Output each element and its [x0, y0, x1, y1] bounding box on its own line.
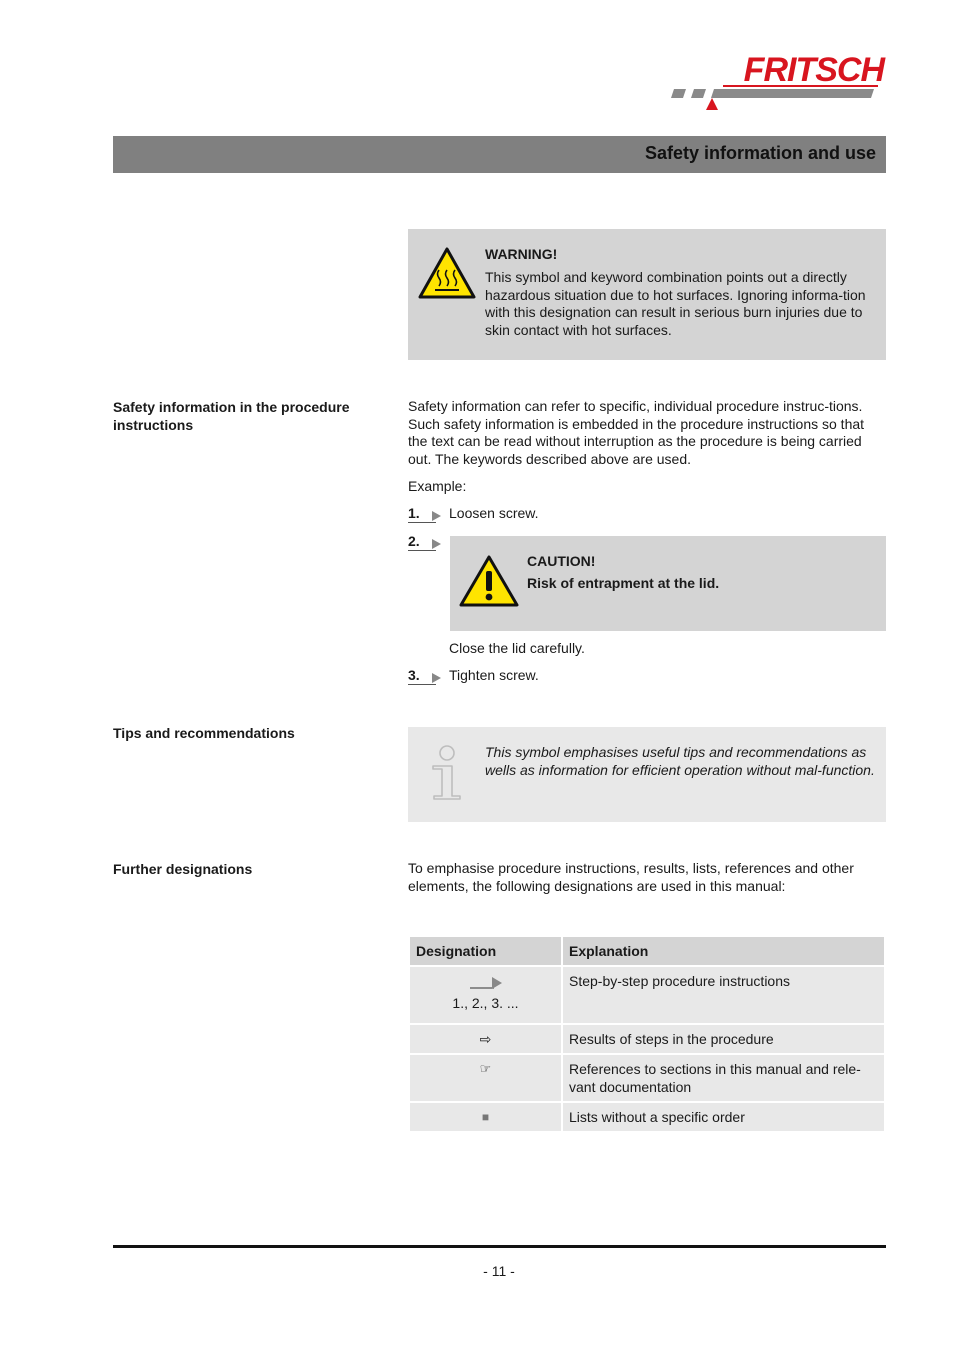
step-marker-1: 1.: [408, 505, 448, 525]
table-row: [410, 967, 884, 1023]
info-icon: [430, 744, 464, 800]
step-3-text: Tighten screw.: [449, 667, 539, 683]
logo-wordmark: FRITSCH: [743, 51, 884, 89]
procedure-section-body: Safety information can refer to specific, individual procedure instruc-tions. Such safety information is embedded in the procedure instructions so that the text can be read without interruption as the procedure is being carried out. The keywords described above are used.: [408, 398, 865, 467]
step-arrow-icon: [432, 539, 441, 549]
caution-keyword: CAUTION!: [527, 553, 596, 569]
further-section-body: To emphasise procedure instructions, results, lists, references and other elements, the following designations are used in this manual:: [408, 860, 854, 894]
step-arrow-icon: [468, 974, 504, 990]
hot-surface-warning-icon: [417, 246, 477, 300]
designations-table: [408, 935, 886, 1133]
table-header-explanation: Explanation: [563, 937, 884, 965]
page-number: - 11 -: [483, 1263, 515, 1279]
table-header-row: [410, 937, 884, 965]
further-section-heading: Further designations: [113, 861, 253, 877]
explanation-cell: References to sections in this manual and rele-vant documentation: [563, 1055, 884, 1101]
warning-text: This symbol and keyword combination points out a directly hazardous situation due to hot surfaces. Ignoring informa-tion with this designation can result in serious burn injuries due to skin contact with hot surfaces.: [485, 269, 866, 338]
general-warning-icon: [458, 554, 520, 608]
procedure-section-heading: Safety information in the procedure instructions: [113, 399, 350, 433]
step-arrow-icon: [432, 511, 441, 521]
caution-text: Risk of entrapment at the lid.: [527, 575, 720, 591]
section-header-bar: [113, 136, 886, 173]
result-arrow-icon: ⇨: [410, 1025, 561, 1053]
tips-section-heading: Tips and recommendations: [113, 725, 295, 741]
designation-text: 1., 2., 3. ...: [452, 995, 519, 1011]
explanation-cell: Results of steps in the procedure: [563, 1025, 884, 1053]
step-arrow-icon: [432, 673, 441, 683]
footer-rule: [113, 1245, 886, 1248]
table-row: [410, 1025, 884, 1053]
step-1-text: Loosen screw.: [449, 505, 539, 521]
table-row: [410, 1055, 884, 1101]
step-marker-2: 2.: [408, 533, 448, 553]
explanation-cell: Lists without a specific order: [563, 1103, 884, 1131]
warning-keyword: WARNING!: [485, 246, 558, 262]
table-header-designation: Designation: [410, 937, 561, 965]
explanation-cell: Step-by-step procedure instructions: [563, 967, 884, 1023]
example-label: Example:: [408, 478, 467, 494]
reference-hand-icon: ☞: [410, 1055, 561, 1101]
table-row: [410, 1103, 884, 1131]
step-2-text: Close the lid carefully.: [449, 640, 585, 656]
tips-box: [408, 727, 886, 822]
warning-box: [408, 229, 886, 360]
tips-text: This symbol emphasises useful tips and recommendations as wells as information for efficient operation without mal-function.: [485, 744, 875, 778]
designation-cell: [410, 967, 561, 1023]
fritsch-logo: [668, 52, 888, 112]
caution-box: [450, 536, 886, 631]
list-square-icon: ■: [410, 1103, 561, 1131]
page-title: Safety information and use: [644, 143, 876, 163]
step-marker-3: 3.: [408, 667, 448, 687]
logo-graphic: [668, 52, 888, 112]
